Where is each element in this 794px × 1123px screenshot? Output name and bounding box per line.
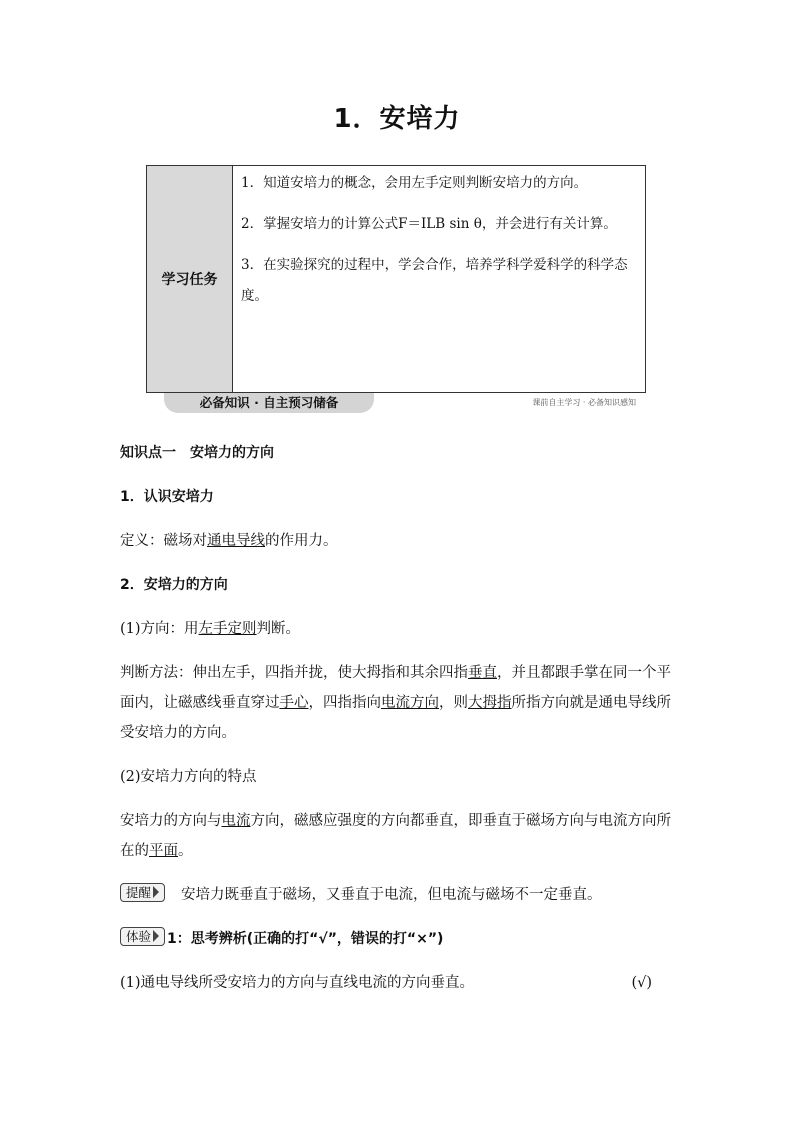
- judge-method-paragraph: [120, 658, 678, 748]
- main-content: [120, 438, 678, 998]
- page-title: 1．安培力: [333, 104, 461, 134]
- underlined-answer: 电流: [221, 813, 251, 829]
- tag-label: 体验: [126, 929, 152, 944]
- question-text: (1)通电导线所受安培力的方向与直线电流的方向垂直。: [120, 975, 475, 991]
- feature-title: (2)安培力方向的特点: [120, 769, 257, 785]
- text: 1：思考辨析(正确的打“√”，错误的打“×”): [167, 931, 444, 947]
- text: 的作用力。: [265, 533, 338, 549]
- underlined-answer: 平面: [149, 843, 178, 859]
- question-row: [120, 968, 678, 998]
- section-heading: 知识点一 安培力的方向: [120, 445, 274, 461]
- underlined-answer: 大拇指: [468, 695, 512, 711]
- task-item: 1．知道安培力的概念，会用左手定则判断安培力的方向。: [241, 175, 588, 191]
- underlined-answer: 电流方向: [381, 695, 439, 711]
- banner-label: 必备知识 · 自主预习储备: [164, 393, 374, 413]
- text: (1)方向：用: [120, 621, 199, 637]
- task-list: [233, 166, 645, 392]
- text: 安培力的方向与: [120, 813, 222, 829]
- text: 安培力既垂直于磁场，又垂直于电流，但电流与磁场不一定垂直。: [181, 887, 602, 903]
- question-answer: (√): [631, 975, 652, 991]
- direction-paragraph: [120, 614, 678, 644]
- banner-caption: 课前自主学习 · 必备知识感知: [532, 398, 636, 407]
- underlined-answer: 通电导线: [207, 533, 265, 549]
- text: 。: [178, 843, 193, 859]
- underlined-answer: 左手定则: [198, 621, 257, 637]
- tag-arrow-icon: [153, 886, 159, 898]
- text: 判断。: [256, 621, 301, 637]
- task-item: 3．在实验探究的过程中，学会合作，培养学科学爱科学的科学态度。: [241, 257, 628, 304]
- experience-tag: [120, 927, 165, 946]
- definition-paragraph: [120, 526, 678, 556]
- tag-label: 提醒: [126, 885, 152, 900]
- section-banner: [146, 393, 646, 415]
- text: 所指方向就是通电导线所受安培力的方向。: [120, 695, 671, 741]
- subheading: 1．认识安培力: [120, 489, 214, 505]
- text: ，则: [439, 695, 468, 711]
- task-table-header: 学习任务: [147, 166, 233, 392]
- text: 定义：磁场对: [120, 533, 207, 549]
- subheading: 2．安培力的方向: [120, 577, 228, 593]
- text: 判断方法：伸出左手，四指并拢，使大拇指和其余四指: [120, 665, 468, 681]
- reminder-tag: [120, 883, 165, 902]
- experience-paragraph: [120, 924, 678, 954]
- feature-paragraph: [120, 806, 678, 866]
- text: ，并且都跟手掌在同一个平面内，让磁感线垂直穿过: [120, 665, 671, 711]
- text: 方向，磁感应强度的方向都垂直，即垂直于磁场方向与电流方向所在的: [120, 813, 671, 859]
- reminder-paragraph: [120, 880, 678, 910]
- underlined-answer: 手心: [279, 695, 309, 711]
- learning-task-table: [146, 165, 646, 393]
- tag-arrow-icon: [153, 930, 159, 942]
- text: ，四指指向: [308, 695, 381, 711]
- underlined-answer: 垂直: [468, 665, 497, 681]
- task-item: 2．掌握安培力的计算公式F＝ILB sin θ，并会进行有关计算。: [241, 216, 617, 232]
